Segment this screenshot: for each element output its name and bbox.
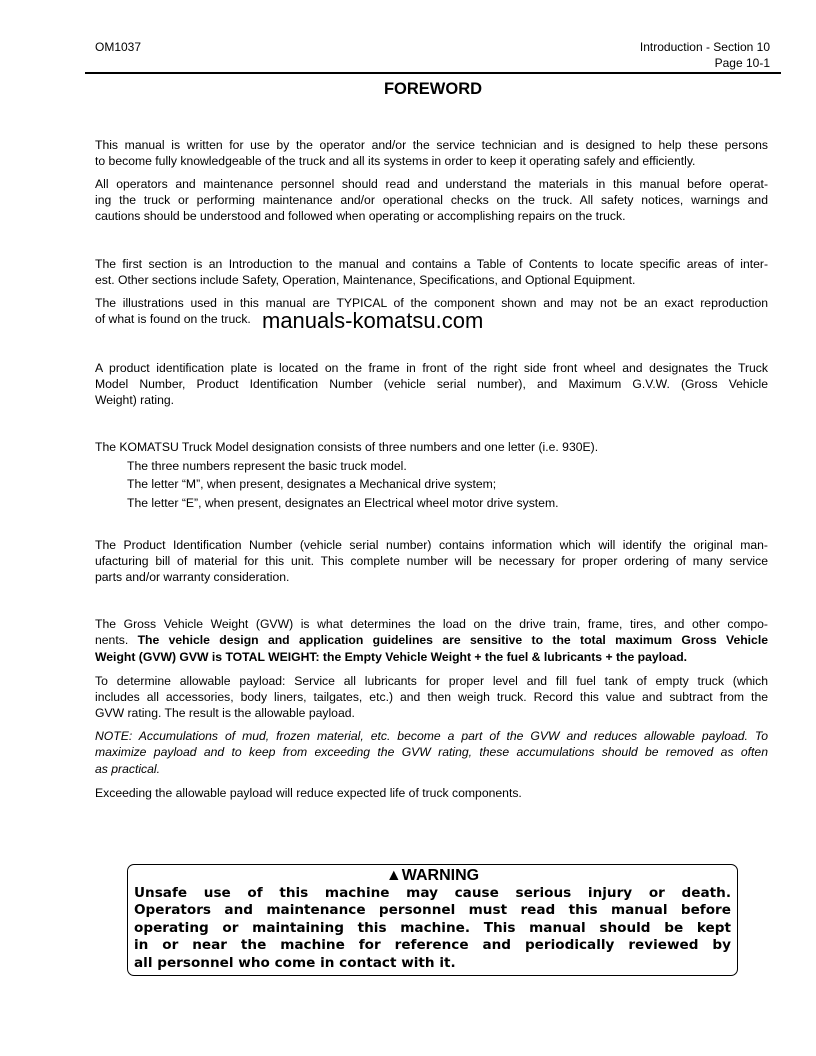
- paragraph-line: GVW rating. The result is the allowable payload.: [95, 706, 355, 720]
- paragraph-line: A product identification plate is located on the frame in front of the right side front wheel and designates the Truck: [95, 361, 768, 375]
- paragraph-line: The Gross Vehicle Weight (GVW) is what determines the load on the drive train, frame, tires, and other compo-: [95, 617, 768, 631]
- paragraph-line: The KOMATSU Truck Model designation consists of three numbers and one letter (i.e. 930E).: [95, 440, 599, 454]
- paragraph-line: The illustrations used in this manual are TYPICAL of the component shown and may not be an exact reproduction: [95, 296, 768, 310]
- warning-title: [128, 867, 737, 884]
- paragraph-line: Weight) rating.: [95, 393, 175, 407]
- note-line: maximize payload and to keep from exceeding the GVW rating, these accumulations should be removed as often: [95, 745, 768, 759]
- warning-triangle-icon: ▲: [385, 867, 402, 884]
- paragraph-line: to become fully knowledgeable of the truck and all its systems in order to keep it operating safely and efficiently.: [95, 154, 696, 168]
- paragraph-line: est. Other sections include Safety, Operation, Maintenance, Specifications, and Optional Equipment.: [95, 273, 636, 287]
- page-number: Page 10-1: [714, 56, 770, 70]
- paragraph-line: cautions should be understood and followed when operating or accomplishing repairs on the truck.: [95, 209, 626, 223]
- warning-box: [127, 864, 738, 976]
- warning-title-text: WARNING: [401, 867, 480, 884]
- document-id: OM1037: [95, 40, 142, 54]
- text-bold: The vehicle design and application guidelines are sensitive to the total maximum Gross Vehicle: [137, 633, 768, 647]
- paragraph-line: This manual is written for use by the operator and/or the service technician and is designed to help these persons: [95, 138, 768, 152]
- paragraph-line-bold: Weight (GVW) GVW is TOTAL WEIGHT: the Empty Vehicle Weight + the fuel & lubricants + the payload.: [95, 650, 688, 664]
- watermark: manuals-komatsu.com: [262, 308, 484, 333]
- paragraph-line: Model Number, Product Identification Number (vehicle serial number), and Maximum G.V.W. (Gross Vehicle: [95, 377, 768, 391]
- text-normal: nents.: [95, 633, 138, 647]
- warning-line: Unsafe use of this machine may cause serious injury or death.: [134, 885, 731, 901]
- paragraph-line: To determine allowable payload: Service all lubricants for proper level and fill fuel tank of empty truck (which: [95, 674, 768, 688]
- page-title: FOREWORD: [383, 80, 483, 98]
- paragraph-line: [95, 633, 768, 648]
- warning-line: Operators and maintenance personnel must read this manual before: [134, 902, 731, 918]
- paragraph-line: ufacturing bill of material for this unit. This complete number will be necessary for proper ordering of many service: [95, 554, 768, 568]
- indented-line: The three numbers represent the basic truck model.: [127, 459, 407, 473]
- section-label: Introduction - Section 10: [639, 40, 770, 54]
- note-line: as practical.: [95, 762, 161, 776]
- header-rule: [85, 72, 781, 74]
- paragraph-line: of what is found on the truck.: [95, 312, 251, 326]
- paragraph-line: includes all accessories, body liners, tailgates, etc.) and then weigh truck. Record this value and subtract from the: [95, 690, 768, 704]
- paragraph-line: The first section is an Introduction to the manual and contains a Table of Contents to locate specific areas of inter-: [95, 257, 768, 271]
- paragraph-line: The Product Identification Number (vehicle serial number) contains information which will identify the original man-: [95, 538, 768, 552]
- warning-line: all personnel who come in contact with it.: [134, 955, 456, 971]
- note-line: NOTE: Accumulations of mud, frozen material, etc. become a part of the GVW and reduces allowable payload. To: [95, 729, 768, 743]
- paragraph-line: All operators and maintenance personnel should read and understand the materials in this manual before operat-: [95, 177, 768, 191]
- warning-line: in or near the machine for reference and periodically reviewed by: [134, 937, 731, 953]
- warning-line: operating or maintaining this machine. This manual should be kept: [134, 920, 731, 936]
- paragraph-line: parts and/or warranty consideration.: [95, 570, 290, 584]
- paragraph-line: ing the truck or performing maintenance and/or operational checks on the truck. All safety notices, warnings and: [95, 193, 768, 207]
- indented-line: The letter “E”, when present, designates an Electrical wheel motor drive system.: [127, 496, 559, 510]
- paragraph-line: Exceeding the allowable payload will reduce expected life of truck components.: [95, 786, 522, 800]
- indented-line: The letter “M”, when present, designates a Mechanical drive system;: [127, 477, 497, 491]
